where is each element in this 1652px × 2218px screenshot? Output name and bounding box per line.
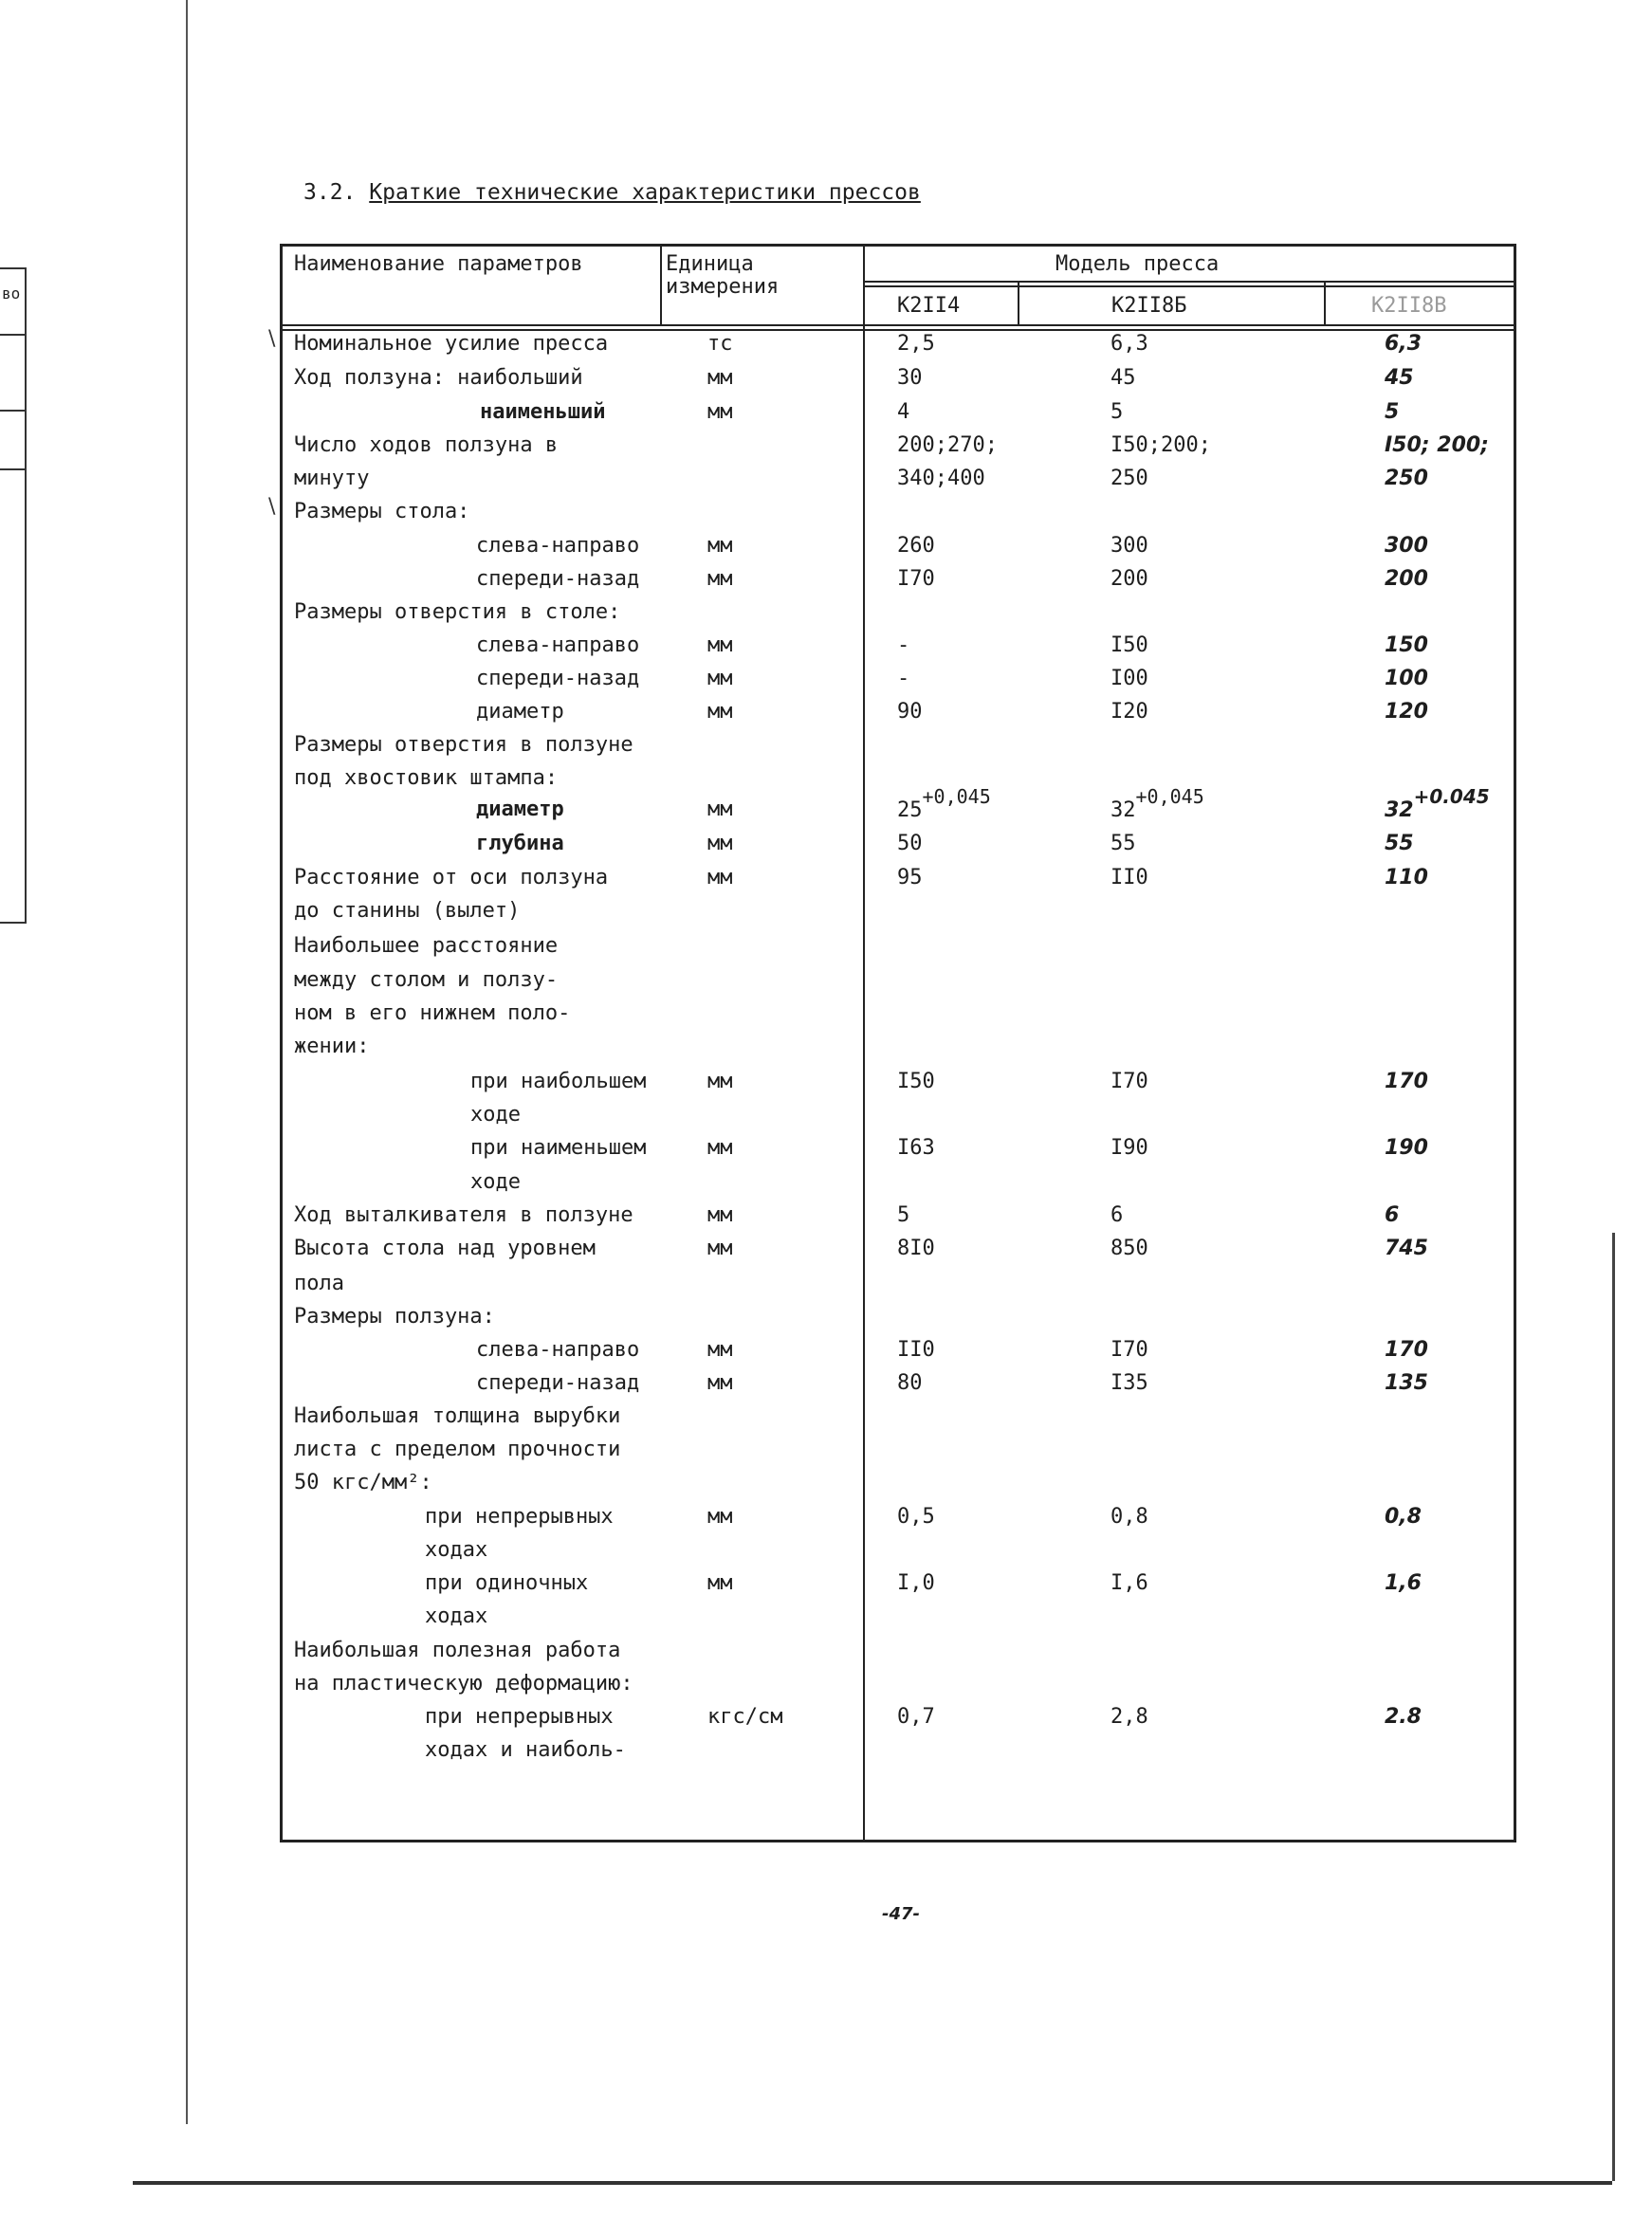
value-cell-model-2 — [1111, 433, 1211, 458]
header-bottom-line — [283, 324, 1514, 326]
value-cell-model-1 — [897, 1705, 935, 1730]
value-text: 4 — [897, 400, 910, 424]
param-label: слева-направо — [476, 633, 640, 657]
value-cell-model-3 — [1385, 400, 1399, 425]
param-label: спереди-назад — [476, 567, 640, 591]
unit-cell: мм — [707, 797, 733, 821]
value-cell-model-2 — [1111, 567, 1148, 592]
param-label: при непрерывных — [425, 1505, 614, 1529]
param-label: ходах — [425, 1538, 488, 1562]
value-text: 0,7 — [897, 1705, 935, 1729]
value-text: I63 — [897, 1136, 935, 1160]
value-cell-model-2 — [1111, 534, 1148, 559]
value-cell-model-3 — [1385, 700, 1428, 724]
value-text: I90 — [1111, 1136, 1148, 1160]
header-model-1: К2II4 — [897, 294, 961, 318]
value-text: 200;270; — [897, 433, 998, 457]
unit-cell: мм — [707, 1338, 733, 1362]
value-text: I50 — [897, 1070, 935, 1093]
value-cell-model-2 — [1111, 633, 1148, 658]
value-text: 32 — [1111, 798, 1136, 822]
value-text: 5 — [1111, 400, 1124, 424]
value-cell-model-3 — [1385, 1203, 1399, 1228]
value-cell-model-2 — [1111, 400, 1123, 425]
param-label: наименьший — [480, 400, 606, 424]
value-cell-model-2 — [1111, 366, 1136, 391]
value-cell-model-1 — [897, 1571, 935, 1596]
param-label: Ход выталкивателя в ползуне — [294, 1203, 633, 1227]
value-text: I20 — [1111, 700, 1148, 724]
param-label: Размеры отверстия в ползуне — [294, 733, 633, 757]
value-cell-model-1 — [897, 567, 935, 592]
value-text: 260 — [897, 534, 935, 558]
value-text: 2.8 — [1385, 1705, 1422, 1729]
value-cell-model-1 — [897, 866, 923, 890]
header-bottom-line-double — [283, 329, 1514, 331]
value-text: 2,5 — [897, 332, 935, 356]
value-cell-model-1 — [897, 534, 935, 559]
unit-cell: мм — [707, 1571, 733, 1595]
param-label: Размеры стола: — [294, 500, 470, 523]
unit-cell: мм — [707, 567, 733, 591]
param-label: Высота стола над уровнем — [294, 1237, 596, 1260]
page-edge-bottom — [133, 2181, 1612, 2185]
value-text: 6 — [1111, 1203, 1124, 1227]
param-label: Размеры ползуна: — [294, 1305, 495, 1329]
value-text: 850 — [1111, 1237, 1148, 1260]
param-label: Наибольшая толщина вырубки — [294, 1404, 621, 1428]
unit-cell: мм — [707, 866, 733, 889]
value-cell-model-3 — [1385, 1136, 1428, 1161]
value-text: 0,8 — [1111, 1505, 1148, 1529]
value-text: 340;400 — [897, 467, 985, 490]
value-cell-model-2 — [1111, 1136, 1148, 1161]
check-mark: \ — [268, 327, 276, 351]
header-divider-models — [863, 281, 1514, 283]
param-label: диаметр — [476, 700, 564, 724]
specs-table — [280, 244, 1516, 1842]
header-model-2: К2II8Б — [1111, 294, 1187, 318]
param-label: до станины (вылет) — [294, 899, 521, 923]
value-cell-model-1 — [897, 1203, 909, 1228]
unit-cell: мм — [707, 832, 733, 855]
value-cell-model-2 — [1111, 866, 1148, 890]
unit-cell: мм — [707, 1070, 733, 1093]
unit-cell: мм — [707, 534, 733, 558]
value-cell-model-3 — [1385, 467, 1428, 491]
value-text: 745 — [1385, 1237, 1428, 1260]
value-cell-model-2 — [1111, 1237, 1148, 1261]
header-col-divider-unit — [660, 247, 662, 324]
value-text: 250 — [1385, 467, 1428, 490]
param-label: диаметр — [476, 797, 564, 821]
unit-cell: мм — [707, 667, 733, 690]
param-label: спереди-назад — [476, 1371, 640, 1395]
value-cell-model-3 — [1385, 366, 1414, 391]
value-cell-model-2 — [1111, 667, 1148, 691]
header-param: Наименование параметров — [294, 252, 583, 276]
value-cell-model-1 — [897, 1070, 935, 1094]
value-text: 150 — [1385, 633, 1428, 657]
param-label: Число ходов ползуна в — [294, 433, 559, 457]
param-label: слева-направо — [476, 1338, 640, 1362]
section-title — [303, 180, 921, 205]
param-label: пола — [294, 1272, 344, 1295]
value-cell-model-1 — [897, 633, 909, 658]
value-text: 300 — [1111, 534, 1148, 558]
value-cell-model-1 — [897, 832, 923, 856]
value-cell-model-3 — [1385, 785, 1490, 823]
value-cell-model-1 — [897, 332, 935, 357]
value-text: I70 — [1111, 1070, 1148, 1093]
value-text: 25 — [897, 798, 923, 822]
unit-cell: мм — [707, 1237, 733, 1260]
param-label: спереди-назад — [476, 667, 640, 690]
unit-cell: мм — [707, 1371, 733, 1395]
value-cell-model-2 — [1111, 832, 1136, 856]
value-cell-model-2 — [1111, 1338, 1148, 1363]
value-cell-model-3 — [1385, 567, 1428, 592]
value-text: 80 — [897, 1371, 923, 1395]
value-text: 55 — [1385, 832, 1414, 855]
page-edge-right — [1612, 1233, 1615, 2181]
header-unit-line1: Единица — [666, 252, 754, 276]
param-label: ном в его нижнем поло- — [294, 1001, 571, 1025]
page-edge-left — [186, 0, 188, 2124]
value-text: I50 — [1111, 633, 1148, 657]
param-label: ходах — [425, 1604, 488, 1628]
value-text: 300 — [1385, 534, 1428, 558]
param-label: ходах и наиболь- — [425, 1738, 626, 1762]
value-cell-model-1 — [897, 400, 909, 425]
value-text: 45 — [1385, 366, 1414, 390]
value-cell-model-3 — [1385, 433, 1489, 458]
value-text: II0 — [897, 1338, 935, 1362]
value-text: 170 — [1385, 1338, 1428, 1362]
value-text: 2,8 — [1111, 1705, 1148, 1729]
section-number: 3.2. — [303, 180, 357, 205]
tolerance-superscript: +0,045 — [922, 785, 991, 808]
value-cell-model-1 — [897, 667, 909, 691]
value-text: 170 — [1385, 1070, 1428, 1093]
value-text: 250 — [1111, 467, 1148, 490]
value-text: I70 — [897, 567, 935, 591]
value-text: 110 — [1385, 866, 1428, 889]
value-text: 95 — [897, 866, 923, 889]
param-label: на пластическую деформацию: — [294, 1672, 633, 1696]
value-cell-model-1 — [897, 467, 985, 491]
param-label: между столом и ползу- — [294, 968, 559, 992]
value-text: I,6 — [1111, 1571, 1148, 1595]
param-label: Размеры отверстия в столе: — [294, 600, 621, 624]
param-label: минуту — [294, 467, 370, 490]
unit-cell: мм — [707, 1203, 733, 1227]
value-text: - — [897, 633, 910, 657]
unit-cell: мм — [707, 366, 733, 390]
value-cell-model-2 — [1111, 1070, 1148, 1094]
value-text: 0,8 — [1385, 1505, 1422, 1529]
param-label: при одиночных — [425, 1571, 589, 1595]
unit-cell: мм — [707, 400, 733, 424]
header-col-divider-model3 — [1324, 283, 1326, 326]
value-cell-model-1 — [897, 1237, 935, 1261]
value-cell-model-3 — [1385, 1705, 1422, 1730]
value-text: 45 — [1111, 366, 1136, 390]
value-text: 30 — [897, 366, 923, 390]
value-text: 5 — [1385, 400, 1400, 424]
value-cell-model-1 — [897, 785, 991, 823]
page-number: -47- — [882, 1904, 920, 1924]
value-cell-model-1 — [897, 1505, 935, 1530]
value-text: II0 — [1111, 866, 1148, 889]
value-text: I,0 — [897, 1571, 935, 1595]
param-label: Наибольшая полезная работа — [294, 1639, 621, 1662]
value-cell-model-2 — [1111, 1203, 1123, 1228]
adjacent-page-fragment — [0, 267, 27, 924]
value-cell-model-2 — [1111, 700, 1148, 724]
value-text: I00 — [1111, 667, 1148, 690]
param-label: под хвостовик штампа: — [294, 766, 559, 790]
value-cell-model-2 — [1111, 1371, 1148, 1396]
value-text: 135 — [1385, 1371, 1428, 1395]
value-cell-model-1 — [897, 1136, 935, 1161]
header-unit-line2: измерения — [666, 275, 780, 299]
value-text: 55 — [1111, 832, 1136, 855]
value-cell-model-3 — [1385, 832, 1414, 856]
unit-cell: кгс/см — [707, 1705, 783, 1729]
param-label: Ход ползуна: наибольший — [294, 366, 583, 390]
value-cell-model-3 — [1385, 667, 1428, 691]
value-cell-model-3 — [1385, 1338, 1428, 1363]
value-cell-model-3 — [1385, 1505, 1422, 1530]
tolerance-superscript: +0.045 — [1413, 785, 1490, 808]
value-text: 50 — [897, 832, 923, 855]
margin-label: во — [2, 284, 21, 302]
tolerance-superscript: +0,045 — [1135, 785, 1204, 808]
value-cell-model-2 — [1111, 1705, 1148, 1730]
value-cell-model-2 — [1111, 1571, 1148, 1596]
value-text: 1,6 — [1385, 1571, 1422, 1595]
value-cell-model-1 — [897, 700, 923, 724]
value-text: 5 — [897, 1203, 910, 1227]
value-text: 8I0 — [897, 1237, 935, 1260]
value-cell-model-3 — [1385, 1070, 1428, 1094]
param-label: при непрерывных — [425, 1705, 614, 1729]
value-cell-model-3 — [1385, 633, 1428, 658]
value-cell-model-3 — [1385, 866, 1428, 890]
header-divider-models-double — [863, 285, 1514, 287]
value-text: I35 — [1111, 1371, 1148, 1395]
param-label: слева-направо — [476, 534, 640, 558]
value-text: 190 — [1385, 1136, 1428, 1160]
param-label: ходе — [470, 1103, 521, 1127]
value-text: 0,5 — [897, 1505, 935, 1529]
value-cell-model-1 — [897, 1371, 923, 1396]
value-cell-model-2 — [1111, 332, 1148, 357]
col-divider-models — [863, 247, 865, 1840]
unit-cell: мм — [707, 700, 733, 724]
param-label: ходе — [470, 1170, 521, 1194]
value-cell-model-3 — [1385, 1371, 1428, 1396]
param-label: Наибольшее расстояние — [294, 934, 559, 958]
value-text: I50;200; — [1111, 433, 1211, 457]
value-text: 90 — [897, 700, 923, 724]
value-text: I70 — [1111, 1338, 1148, 1362]
value-cell-model-3 — [1385, 1237, 1428, 1261]
unit-cell: мм — [707, 1505, 733, 1529]
param-label: листа с пределом прочности — [294, 1438, 621, 1461]
header-col-divider-model2 — [1018, 283, 1019, 326]
value-text: - — [897, 667, 910, 690]
value-text: 120 — [1385, 700, 1428, 724]
param-label: Номинальное усилие пресса — [294, 332, 609, 356]
unit-cell: мм — [707, 1136, 733, 1160]
value-cell-model-1 — [897, 1338, 935, 1363]
value-text: 100 — [1385, 667, 1428, 690]
value-text: 200 — [1111, 567, 1148, 591]
value-cell-model-2 — [1111, 785, 1204, 823]
header-model-group: Модель пресса — [1055, 252, 1220, 276]
param-label: при наибольшем — [470, 1070, 647, 1093]
param-label: при наименьшем — [470, 1136, 647, 1160]
value-cell-model-3 — [1385, 534, 1428, 559]
param-label: Расстояние от оси ползуна — [294, 866, 609, 889]
value-cell-model-3 — [1385, 332, 1422, 357]
value-text: 200 — [1385, 567, 1428, 591]
value-text: 32 — [1385, 798, 1414, 822]
value-text: 6,3 — [1385, 332, 1422, 356]
param-label: 50 кгс/мм²: — [294, 1471, 432, 1494]
value-cell-model-1 — [897, 433, 998, 458]
param-label: жении: — [294, 1035, 370, 1058]
value-cell-model-1 — [897, 366, 923, 391]
value-text: 6 — [1385, 1203, 1400, 1227]
value-cell-model-3 — [1385, 1571, 1422, 1596]
check-mark: \ — [268, 495, 276, 519]
value-text: 6,3 — [1111, 332, 1148, 356]
header-model-3: К2II8В — [1371, 294, 1447, 318]
value-cell-model-2 — [1111, 467, 1148, 491]
value-cell-model-2 — [1111, 1505, 1148, 1530]
section-heading: Краткие технические характеристики прессов — [369, 180, 921, 205]
unit-cell: тс — [707, 332, 733, 356]
value-text: I50; 200; — [1385, 433, 1489, 457]
param-label: глубина — [476, 832, 564, 855]
unit-cell: мм — [707, 633, 733, 657]
